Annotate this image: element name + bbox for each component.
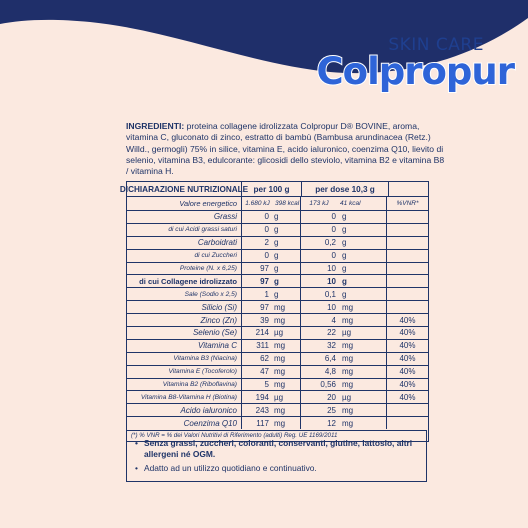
table-row xyxy=(127,301,428,314)
table-row xyxy=(127,288,428,301)
cell-label: Silicio (Si) xyxy=(127,301,242,313)
cell-vdose: 4 xyxy=(331,315,336,325)
table-row xyxy=(127,391,428,404)
cell-label: di cui Zuccheri xyxy=(127,250,242,262)
cell-vdose: 22 xyxy=(327,328,336,338)
table-header-row xyxy=(119,182,428,197)
cell-v100: 0 xyxy=(264,225,269,235)
cell-vnr: 40% xyxy=(399,354,416,364)
nutrition-table xyxy=(119,181,429,442)
table-header-perdose: per dose 10,3 g xyxy=(302,182,389,196)
cell-u100: mg xyxy=(272,314,301,326)
cell-vdose: 4,8 xyxy=(324,367,336,377)
cell-udose: g xyxy=(339,275,387,287)
cell-vdose: 0 xyxy=(331,225,336,235)
cell-vnr xyxy=(387,224,428,236)
cell-v100: 62 xyxy=(260,354,269,364)
cell-label: Zinco (Zn) xyxy=(127,314,242,326)
brand-logo xyxy=(316,35,514,93)
cell-udose: g xyxy=(339,288,387,300)
cell-label: Vitamina E (Tocoferolo) xyxy=(127,366,242,378)
cell-udose: mg xyxy=(339,404,387,416)
vnr-header: %VNR* xyxy=(396,200,419,207)
cell-vnr: 40% xyxy=(399,315,416,325)
table-row xyxy=(127,379,428,392)
table-row xyxy=(127,314,428,327)
cell-v100: 2 xyxy=(264,238,269,248)
cell-u100: g xyxy=(272,263,301,275)
note-usage: Adatto ad un utilizzo quotidiano e continuativo. xyxy=(144,463,317,473)
cell-label: di cui Collagene idrolizzato xyxy=(127,275,242,287)
table-row xyxy=(127,404,428,417)
table-row xyxy=(127,327,428,340)
cell-vdose: 6,4 xyxy=(324,354,336,364)
cell-udose: mg xyxy=(339,417,387,429)
cell-u100: mg xyxy=(272,379,301,391)
cell-vdose: 25 xyxy=(327,405,336,415)
cell-v100: 97 xyxy=(260,276,269,286)
cell-vdose: 0,56 xyxy=(320,380,336,390)
cell-v100: 47 xyxy=(260,367,269,377)
cell-u100: mg xyxy=(272,353,301,365)
cell-v100: 0 xyxy=(264,251,269,261)
cell-udose: µg xyxy=(339,327,387,339)
cell-label: Vitamina B2 (Riboflavina) xyxy=(127,379,242,391)
cell-udose: g xyxy=(339,211,387,223)
ingredients-text xyxy=(126,121,446,177)
cell-v100: 1 xyxy=(264,289,269,299)
cell-udose: g xyxy=(339,250,387,262)
cell-vdose: 10 xyxy=(327,276,336,286)
cell-u100: mg xyxy=(272,404,301,416)
note-item xyxy=(135,463,420,474)
table-header-per100: per 100 g xyxy=(242,182,302,196)
cell-vdose: 20 xyxy=(327,392,336,402)
note-allergens: Senza grassi, zuccheri, coloranti, conservanti, glutine, lattosio, altri allergeni né OGM. xyxy=(144,438,413,459)
cell-label: Grassi xyxy=(127,211,242,223)
table-footnote: (*) % VNR = % dei Valori Nutritivi di Riferimento (adulti) Reg. UE 1169/2011 xyxy=(131,431,338,439)
table-row xyxy=(127,237,428,250)
notes-box xyxy=(126,430,427,482)
table-row xyxy=(127,275,428,288)
table-row xyxy=(127,366,428,379)
cell-udose: mg xyxy=(339,314,387,326)
cell-label: Selenio (Se) xyxy=(127,327,242,339)
energy-row xyxy=(127,197,428,211)
cell-vdose: 10 xyxy=(327,302,336,312)
cell-udose: µg xyxy=(339,391,387,403)
cell-u100: µg xyxy=(272,391,301,403)
energy-kcal-dose: 41 kcal xyxy=(337,197,387,210)
table-row xyxy=(127,263,428,276)
energy-kj-100: 1.680 kJ xyxy=(245,200,270,207)
cell-label: di cui Acidi grassi saturi xyxy=(127,224,242,236)
cell-vnr: 40% xyxy=(399,328,416,338)
cell-udose: mg xyxy=(339,340,387,352)
cell-u100: mg xyxy=(272,366,301,378)
note-item xyxy=(135,438,420,460)
cell-udose: g xyxy=(339,224,387,236)
table-row xyxy=(127,224,428,237)
cell-vnr xyxy=(387,301,428,313)
brand-subtitle: SKIN CARE xyxy=(388,35,484,55)
cell-label: Carboidrati xyxy=(127,237,242,249)
cell-vdose: 0,2 xyxy=(324,238,336,248)
cell-v100: 97 xyxy=(260,264,269,273)
cell-u100: g xyxy=(272,275,301,287)
cell-v100: 311 xyxy=(256,341,269,351)
cell-label: Acido ialuronico xyxy=(127,404,242,416)
cell-u100: g xyxy=(272,224,301,236)
cell-v100: 243 xyxy=(255,405,269,415)
cell-label: Sale (Sodio x 2,5) xyxy=(127,288,242,300)
cell-u100: mg xyxy=(272,417,301,429)
cell-vnr: 40% xyxy=(399,392,416,402)
cell-vdose: 12 xyxy=(327,418,336,428)
cell-u100: µg xyxy=(272,327,301,339)
cell-udose: mg xyxy=(339,379,387,391)
cell-v100: 194 xyxy=(255,392,269,402)
cell-vdose: 0 xyxy=(331,212,336,222)
cell-vnr xyxy=(387,288,428,300)
cell-vnr xyxy=(387,211,428,223)
cell-vdose: 10 xyxy=(327,264,336,273)
table-row xyxy=(127,211,428,224)
cell-vnr: 40% xyxy=(399,380,416,390)
table-row xyxy=(127,417,428,429)
table-row xyxy=(127,340,428,353)
cell-vnr xyxy=(387,417,428,429)
cell-vnr: 40% xyxy=(399,367,416,377)
cell-u100: mg xyxy=(272,301,301,313)
cell-vnr: 40% xyxy=(399,341,416,351)
cell-udose: g xyxy=(339,237,387,249)
cell-vnr xyxy=(387,263,428,275)
cell-vnr xyxy=(387,275,428,287)
cell-v100: 117 xyxy=(256,418,269,428)
cell-v100: 214 xyxy=(255,328,269,338)
bullet-icon: • xyxy=(135,438,138,448)
cell-udose: mg xyxy=(339,366,387,378)
table-header-title: DICHIARAZIONE NUTRIZIONALE xyxy=(127,182,242,196)
cell-udose: mg xyxy=(339,353,387,365)
cell-label: Vitamina C xyxy=(127,340,242,352)
cell-v100: 97 xyxy=(260,302,269,312)
cell-label: Vitamina B8-Vitamina H (Biotina) xyxy=(127,391,242,403)
cell-u100: mg xyxy=(272,340,301,352)
brand-name: Colpropur xyxy=(316,50,514,93)
energy-label: Valore energetico xyxy=(127,197,242,210)
cell-label: Vitamina B3 (Niacina) xyxy=(127,353,242,365)
cell-u100: g xyxy=(272,250,301,262)
ingredients-list: proteina collagene idrolizzata Colpropur D® BOVINE, aroma, vitamina C, gluconato di zinco, estratto di bambù (Bambusa arundinacea (Retz.) Willd., germogli) 75% in silice, vitamina E, acido ialuronico, coenzima Q10, lievito di selenio, vitamina B3, edulcorante: glicosidi dello steviolo, vitamina B2 e vitamina B8 / vitamina H. xyxy=(126,121,445,177)
cell-label: Proteine (N. x 6,25) xyxy=(127,263,242,275)
cell-v100: 5 xyxy=(264,380,269,390)
energy-kcal-100: 398 kcal xyxy=(273,197,301,210)
energy-kj-dose: 173 kJ xyxy=(309,200,329,207)
cell-udose: g xyxy=(339,263,387,275)
cell-vnr xyxy=(387,250,428,262)
cell-vdose: 0 xyxy=(331,251,336,261)
cell-v100: 0 xyxy=(264,212,269,222)
cell-vnr xyxy=(387,404,428,416)
cell-u100: g xyxy=(272,237,301,249)
cell-vdose: 0,1 xyxy=(324,289,336,299)
cell-udose: mg xyxy=(339,301,387,313)
bullet-icon: • xyxy=(135,463,138,473)
cell-vnr xyxy=(387,237,428,249)
cell-u100: g xyxy=(272,211,301,223)
cell-u100: g xyxy=(272,288,301,300)
ingredients-label: INGREDIENTI: xyxy=(126,121,185,131)
cell-label: Coenzima Q10 xyxy=(127,417,242,429)
cell-vdose: 32 xyxy=(327,341,336,351)
cell-v100: 39 xyxy=(260,315,269,325)
table-row xyxy=(127,353,428,366)
table-row xyxy=(127,250,428,263)
